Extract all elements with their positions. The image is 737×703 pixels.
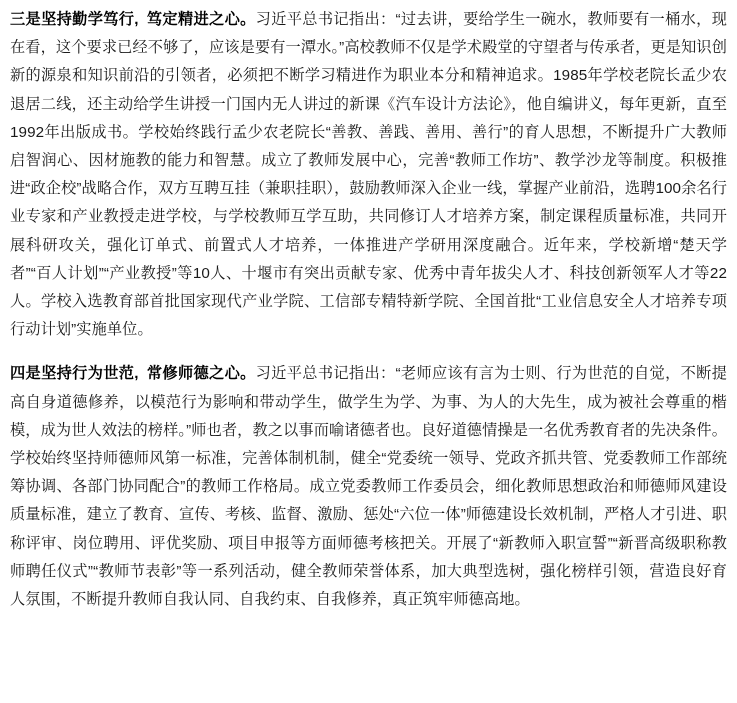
paragraph-body: 习近平总书记指出：“过去讲，要给学生一碗水，教师要有一桶水，现在看，这个要求已经不够了，应该是要有一潭水。”高校教师不仅是学术殿堂的守望者与传承者，更是知识创新的源泉和知识前沿的引领者，必须把不断学习精进作为职业本分和精神追求。1985年学校老院长孟少农退居二线，还主动给学生讲授一门国内无人讲过的新课《汽车设计方法论》，他自编讲义，每年更新，直至1992年出版成书。学校始终践行孟少农老院长“善教、善践、善用、善行”的育人思想，不断提升广大教师启智润心、因材施教的能力和智慧。成立了教师发展中心，完善“教师工作坊”、教学沙龙等制度。积极推进“政企校”战略合作，双方互聘互挂（兼职挂职），鼓励教师深入企业一线，掌握产业前沿，选聘100余名行业专家和产业教授走进学校，与学校教师互学互助，共同修订人才培养方案，制定课程质量标准，共同开展科研攻关，强化订单式、前置式人才培养，一体推进产学研用深度融合。近年来，学校新增“楚天学者”“百人计划”“产业教授”等10人、十堰市有突出贡献专家、优秀中青年拔尖人才、科技创新领军人才等22人。学校入选教育部首批国家现代产业学院、工信部专精特新学院、全国首批“工业信息安全人才培养专项行动计划”实施单位。 [10, 11, 727, 339]
paragraph-lead [10, 11, 256, 28]
paragraph-body: 习近平总书记指出：“老师应该有言为士则、行为世范的自觉，不断提高自身道德修养，以模范行为影响和带动学生，做学生为学、为事、为人的大先生，成为被社会尊重的楷模，成为世人效法的榜样。”师也者，教之以事而喻诸德者也。良好道德情操是一名优秀教育者的先决条件。学校始终坚持师德师风第一标准，完善体制机制，健全“党委统一领导、党政齐抓共管、党委教师工作部统筹协调、各部门协同配合”的教师工作格局。成立党委教师工作委员会，细化教师思想政治和师德师风建设质量标准，建立了教育、宣传、考核、监督、激励、惩处“六位一体”师德建设长效机制，严格人才引进、职称评审、岗位聘用、评优奖励、项目申报等方面师德考核把关。开展了“新教师入职宣誓”“新晋高级职称教师聘任仪式”“教师节表彰”等一系列活动，健全教师荣誉体系，加大典型选树，强化榜样引领，营造良好育人氛围，不断提升教师自我认同、自我约束、自我修养，真正筑牢师德高地。 [10, 365, 727, 609]
paragraph-lead [10, 365, 256, 382]
paragraph-block [10, 360, 727, 614]
paragraph-block [10, 6, 727, 344]
paragraph-lead-part2: 笃定精进之心。 [146, 11, 256, 28]
paragraph-lead-part1: 三是坚持勤学笃行, [10, 11, 139, 28]
paragraph-lead-part1: 四是坚持行为世范, [10, 365, 139, 383]
paragraph-lead-part2: 常修师德之心。 [146, 365, 256, 383]
